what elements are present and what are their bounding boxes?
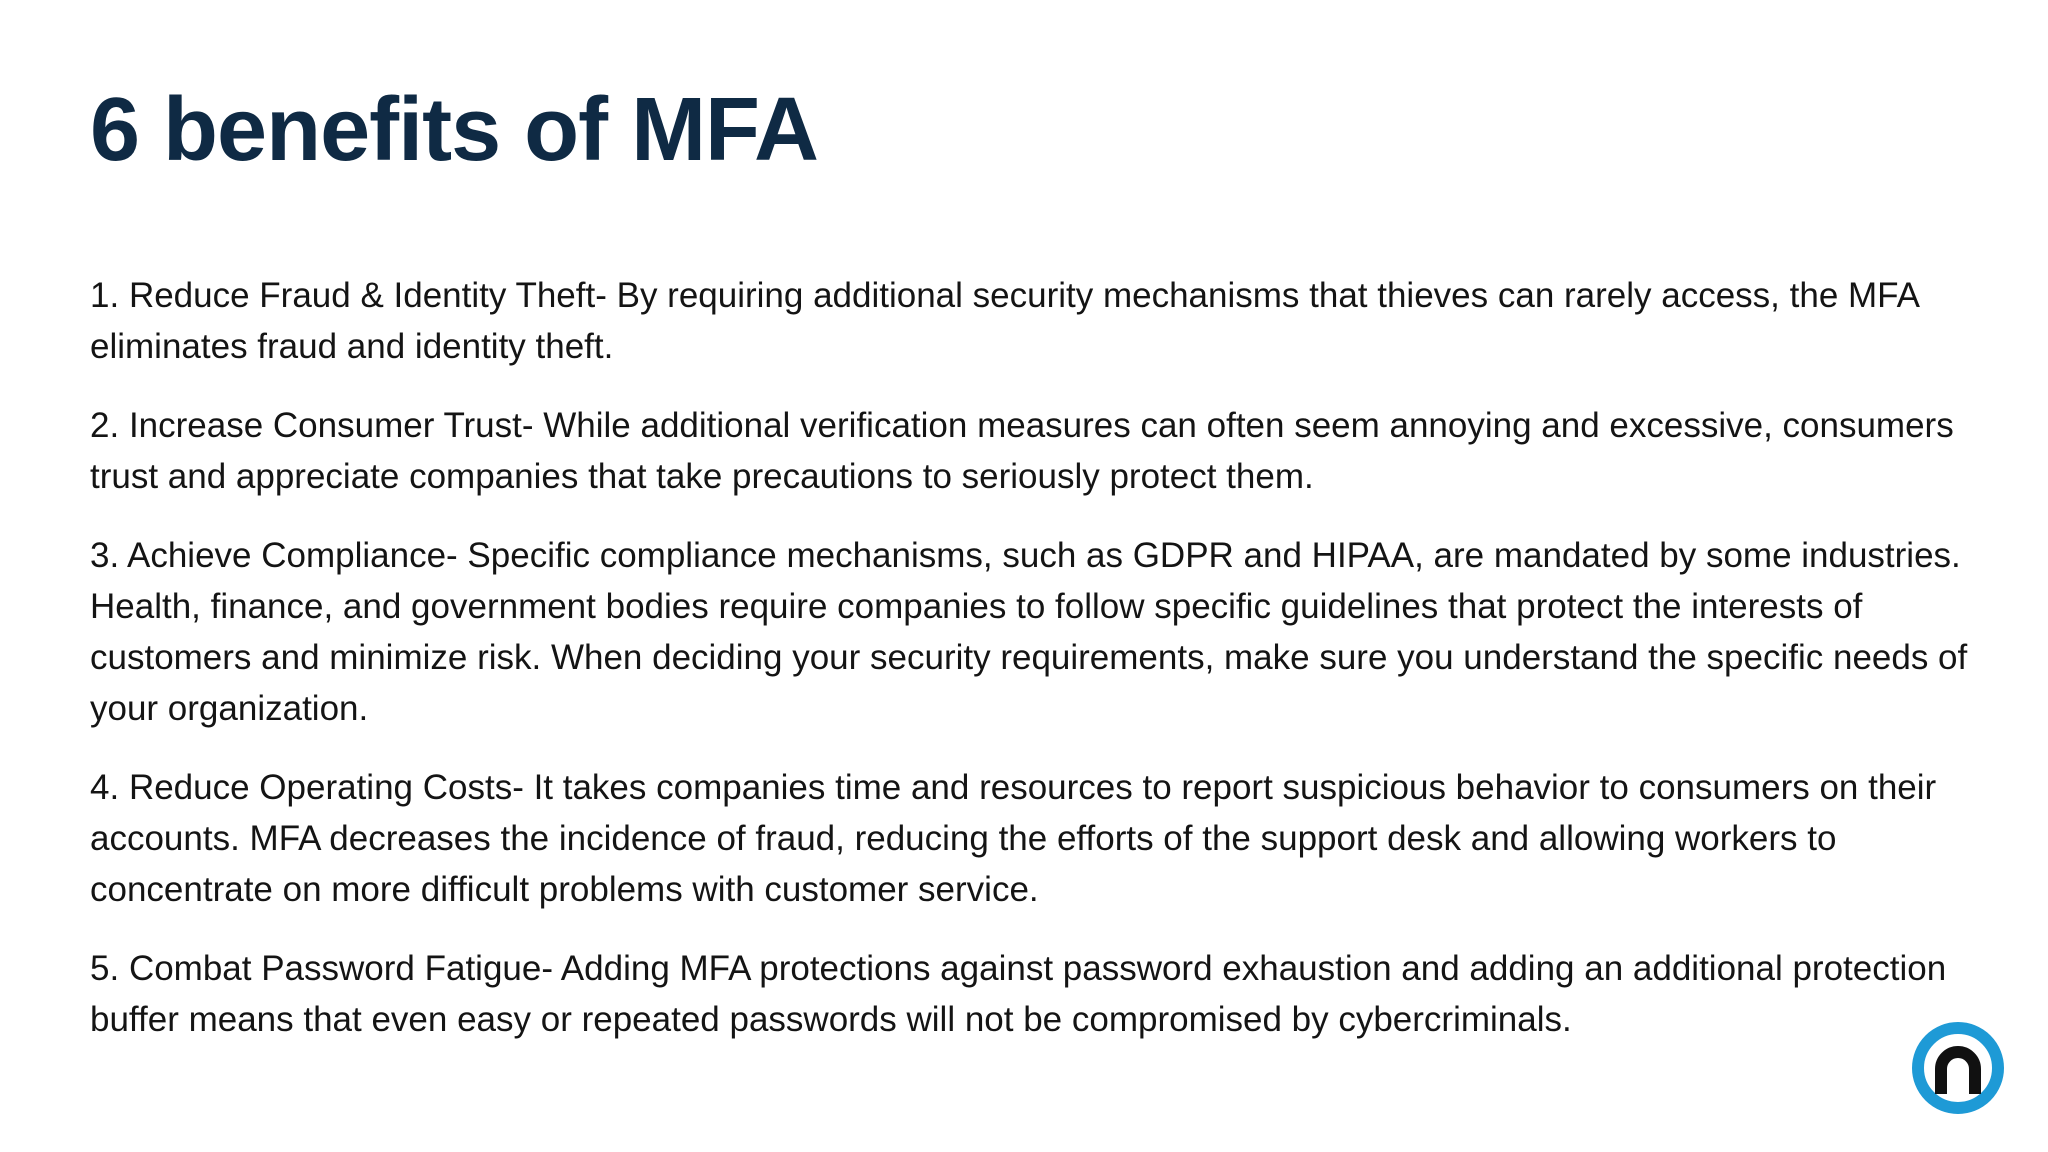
benefit-text: Reduce Fraud & Identity Theft- By requiring additional security mechanisms that thieves can rarely access, the MFA eliminates fraud and identity theft.: [90, 276, 1919, 366]
benefit-text: Increase Consumer Trust- While additional verification measures can often seem annoying and excessive, consumers trust and appreciate companies that take precautions to seriously protect them.: [90, 406, 1954, 496]
benefit-item: [90, 530, 1970, 734]
benefit-item: [90, 943, 1970, 1045]
benefits-list: [90, 270, 1970, 1073]
benefit-number: 3.: [90, 536, 120, 575]
benefit-item: [90, 400, 1970, 502]
circular-arch-logo-icon: [1910, 1020, 2006, 1116]
benefit-number: 5.: [90, 949, 120, 988]
benefit-item: [90, 270, 1970, 372]
benefit-text: Combat Password Fatigue- Adding MFA protections against password exhaustion and adding an additional protection buffer means that even easy or repeated passwords will not be compromised by cybercriminals.: [90, 949, 1947, 1039]
benefit-number: 2.: [90, 406, 120, 445]
benefit-number: 1.: [90, 276, 120, 315]
benefit-text: Achieve Compliance- Specific compliance mechanisms, such as GDPR and HIPAA, are mandated by some industries. Health, finance, and government bodies require companies to follow specific guidelines that protect the interests of customers and minimize risk. When deciding your security requirements, make sure you understand the specific needs of your organization.: [90, 536, 1968, 728]
benefit-number: 4.: [90, 768, 120, 807]
benefit-item: [90, 762, 1970, 915]
benefit-text: Reduce Operating Costs- It takes companies time and resources to report suspicious behavior to consumers on their accounts. MFA decreases the incidence of fraud, reducing the efforts of the support desk and allowing workers to concentrate on more difficult problems with customer service.: [90, 768, 1937, 909]
slide-title: 6 benefits of MFA: [90, 80, 819, 180]
